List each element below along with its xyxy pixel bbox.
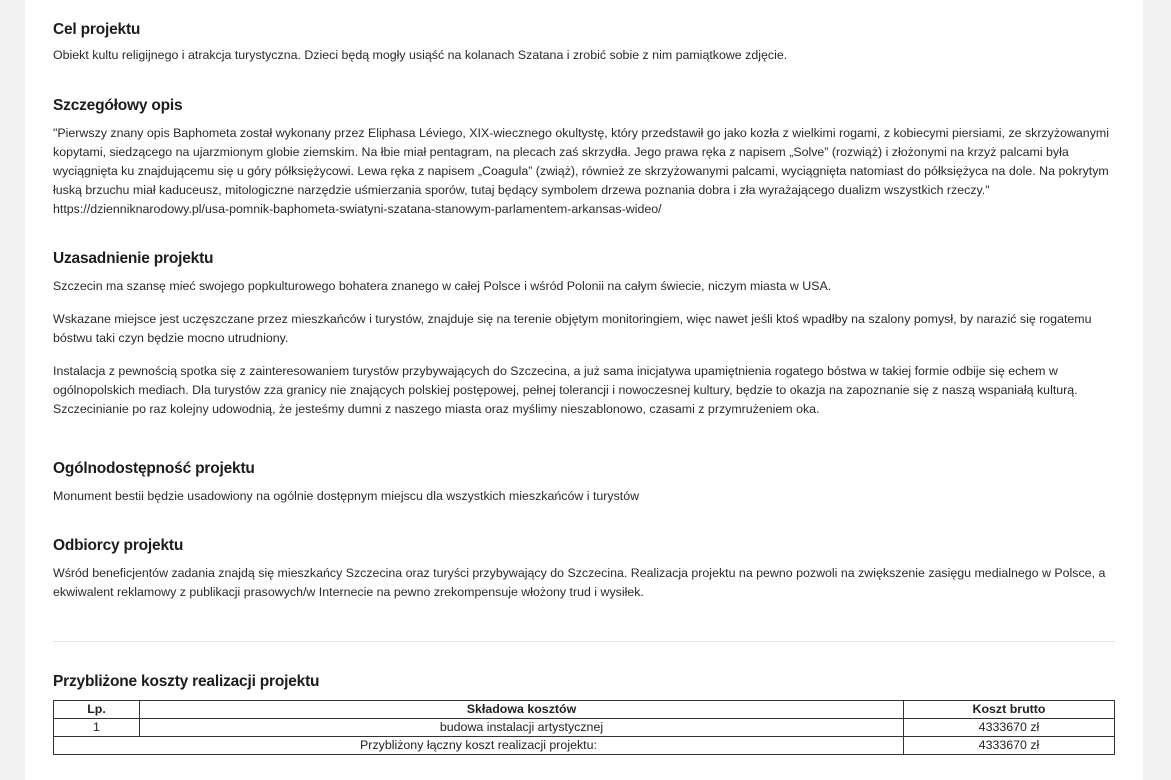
table-header-row — [54, 701, 1115, 719]
section-title: Przybliżone koszty realizacji projektu — [53, 673, 320, 690]
total-value: 4333670 zł — [904, 737, 1115, 755]
costs-table — [53, 700, 1115, 755]
section-goal — [53, 20, 1115, 65]
cell-item: budowa instalacji artystycznej — [140, 719, 904, 737]
header-lp: Lp. — [54, 701, 140, 719]
header-item: Składowa kosztów — [140, 701, 904, 719]
section-description — [53, 96, 1115, 219]
section-title: Cel projektu — [53, 21, 141, 38]
section-title: Odbiorcy projektu — [53, 537, 184, 554]
total-label: Przybliżony łączny koszt realizacji projektu: — [54, 737, 904, 755]
section-text: "Pierwszy znany opis Baphometa został wykonany przez Eliphasa Léviego, XIX-wiecznego okultystę, który przedstawił go jako kozła z wielkimi rogami, z kobiecymi piersiami, ze skrzyżowanymi kopytami, siedzącego na ujarzmionym globie ziemskim. Na łbie miał pentagram, na plecach zaś skrzydła. Jego prawa ręka z napisem „Solve” (rozwiąż) i złożonymi na krzyż palcami była wyciągnięta ku znajdującemu się u góry półksiężycowi. Lewa ręka z napisem „Coagula” (zwiąż), również ze skrzyżowanymi palcami, wyciągnięta natomiast do półksiężyca na dole. Na pokrytym łuską brzuchu miał kaduceusz, mitologiczne narzędzie uśmierzania sporów, tutaj będący symbolem drzewa poznania dobra i zła wyrażającego dualizm wszystkich rzeczy." https://dzienniknarodowy.pl/usa-pomnik-baphometa-swiatyni-szatana-stanowym-parlamentem-arkansas-wideo/ — [53, 126, 1109, 216]
section-text: Monument bestii będzie usadowiony na ogólnie dostępnym miejscu dla wszystkich mieszkańców i turystów — [53, 489, 640, 503]
section-text: Wśród beneficjentów zadania znajdą się mieszkańcy Szczecina oraz turyści przybywający do Szczecina. Realizacja projektu na pewno pozwoli na zwiększenie zasięgu medialnego w Polsce, a ekwiwalent reklamowy z publikacji prasowych/w Internecie na pewno zrekompensuje włożony trud i wysiłek. — [53, 566, 1106, 599]
section-justification — [53, 249, 1115, 419]
header-cost: Koszt brutto — [904, 701, 1115, 719]
section-accessibility — [53, 459, 1115, 506]
section-text: Wskazane miejsce jest uczęszczane przez mieszkańców i turystów, znajduje się na terenie objętym monitoringiem, więc nawet jeśli ktoś wpadłby na szalony pomysł, by narazić się rogatemu bóstwu taki czyn będzie mocno utrudniony. — [53, 312, 1092, 345]
section-title: Szczegółowy opis — [53, 97, 183, 114]
section-title: Ogólnodostępność projektu — [53, 460, 255, 477]
divider — [53, 641, 1115, 642]
section-recipients — [53, 536, 1115, 602]
section-text: Szczecin ma szansę mieć swojego popkulturowego bohatera znanego w całej Polsce i wśród Polonii na całym świecie, niczym miasta w USA. — [53, 279, 832, 293]
section-title: Uzasadnienie projektu — [53, 250, 214, 267]
section-text: Obiekt kultu religijnego i atrakcja turystyczna. Dzieci będą mogły usiąść na kolanach Szatana i zrobić sobie z nim pamiątkowe zdjęcie. — [53, 48, 788, 62]
page-sheet — [25, 0, 1143, 780]
cell-cost: 4333670 zł — [904, 719, 1115, 737]
table-row — [54, 719, 1115, 737]
costs-heading — [53, 672, 1115, 692]
cell-lp: 1 — [54, 719, 140, 737]
table-total-row — [54, 737, 1115, 755]
section-text: Instalacja z pewnością spotka się z zainteresowaniem turystów przybywających do Szczecina, a już sama inicjatywa upamiętnienia rogatego bóstwa w takiej formie odbije się echem w ogólnopolskich mediach. Dla turystów zza granicy nie znających polskiej postępowej, pełnej tolerancji i nowoczesnej kultury, będzie to okazja na zapoznanie się z naszą wspaniałą kulturą. Szczecinianie po raz kolejny udowodnią, że jesteśmy dumni z naszego miasta oraz myślimy nieszablonowo, czasami z przymrużeniem oka. — [53, 364, 1078, 416]
